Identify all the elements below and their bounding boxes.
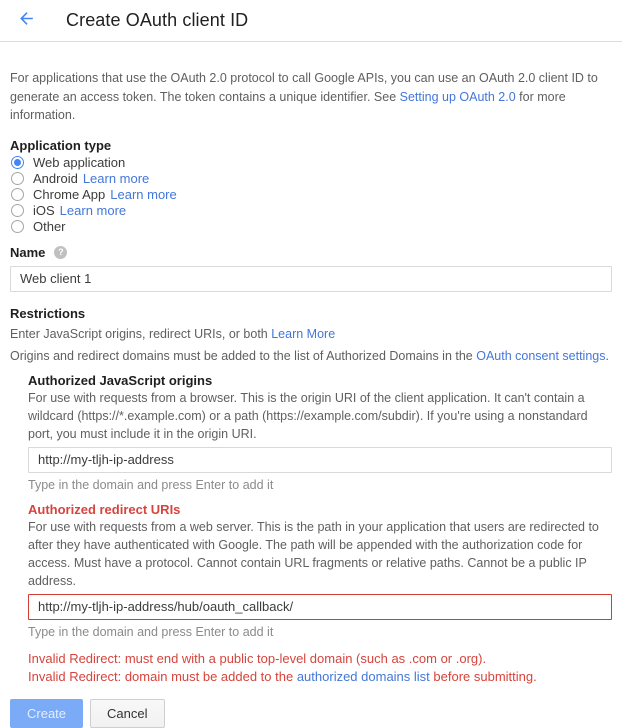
js-origins-title: Authorized JavaScript origins xyxy=(28,372,213,388)
form-actions xyxy=(10,699,612,728)
radio-unselected-icon[interactable] xyxy=(11,188,24,201)
error-text: Invalid Redirect: domain must be added to the xyxy=(28,668,297,684)
authorized-domains-list-link[interactable]: authorized domains list xyxy=(296,668,430,684)
radio-label: iOS xyxy=(33,203,55,218)
js-origins-helper: Type in the domain and press Enter to add it xyxy=(28,477,274,492)
form-content xyxy=(0,69,622,728)
application-type-section xyxy=(10,138,612,235)
error-message-authorized-domains xyxy=(28,668,612,686)
redirect-uris-description: For use with requests from a web server. This is the path in your application that users are redirected to after they have authenticated with Google. The path will be appended with the authorization code for access. Must have a protocol. Cannot contain URL fragments or relative paths. Cannot be a public IP address. xyxy=(28,519,599,588)
page-title: Create OAuth client ID xyxy=(66,10,249,30)
radio-label: Chrome App xyxy=(33,187,106,202)
error-text-after: before submitting. xyxy=(429,668,537,684)
restrictions-line1-text: Enter JavaScript origins, redirect URIs, or both xyxy=(10,326,272,341)
name-section xyxy=(10,244,612,292)
restrictions-learn-more-link[interactable]: Learn More xyxy=(271,326,336,341)
js-origins-description: For use with requests from a browser. This is the origin URI of the client application. It can't contain a wildcard (https://*.example.com) or a path (https://example.com/subdir). If you're using a nonstandard port, you must include it in the origin URI. xyxy=(28,390,588,441)
redirect-uris-section xyxy=(28,502,612,641)
name-input[interactable] xyxy=(10,266,612,292)
radio-unselected-icon[interactable] xyxy=(11,172,24,185)
radio-option-other[interactable] xyxy=(10,219,612,235)
restrictions-line1 xyxy=(10,325,612,343)
intro-text: For applications that use the OAuth 2.0 protocol to call Google APIs, you can use an OAuth 2.0 client ID to generate an access token. The token contains a unique identifier. See xyxy=(10,71,598,104)
js-origins-section xyxy=(28,373,612,494)
radio-label: Web application xyxy=(33,155,126,170)
back-button[interactable] xyxy=(16,11,36,31)
intro-text-after: for more information. xyxy=(10,89,566,122)
restrictions-title: Restrictions xyxy=(10,305,86,321)
oauth-consent-settings-link[interactable]: OAuth consent settings xyxy=(476,348,606,363)
redirect-uris-helper: Type in the domain and press Enter to add it xyxy=(28,624,274,639)
page-header xyxy=(0,0,622,42)
restrictions-line2 xyxy=(10,347,612,365)
learn-more-link[interactable]: Learn more xyxy=(59,203,127,218)
learn-more-link[interactable]: Learn more xyxy=(82,171,150,186)
radio-option-ios[interactable] xyxy=(10,203,612,219)
intro-paragraph xyxy=(10,69,606,125)
radio-label: Other xyxy=(33,219,66,234)
create-button[interactable]: Create xyxy=(10,699,83,728)
js-origins-input[interactable] xyxy=(28,447,612,473)
radio-option-chrome-app[interactable] xyxy=(10,187,612,203)
application-type-radio-group xyxy=(10,155,612,235)
application-type-label: Application type xyxy=(10,137,112,153)
radio-unselected-icon[interactable] xyxy=(11,204,24,217)
restrictions-line2-text: Origins and redirect domains must be added to the list of Authorized Domains in the xyxy=(10,348,477,363)
error-text: Invalid Redirect: must end with a public top-level domain (such as .com or .org). xyxy=(28,650,487,666)
restrictions-section xyxy=(10,306,612,686)
help-circle-icon[interactable]: ? xyxy=(54,246,67,259)
validation-errors xyxy=(28,650,612,686)
restrictions-line2-after: . xyxy=(605,348,609,363)
name-label: Name xyxy=(10,244,46,260)
radio-label: Android xyxy=(33,171,78,186)
cancel-button[interactable]: Cancel xyxy=(90,699,164,728)
redirect-uris-input[interactable] xyxy=(28,594,612,620)
setting-up-oauth-link[interactable]: Setting up OAuth 2.0 xyxy=(399,89,516,104)
error-message-tld xyxy=(28,650,612,668)
radio-unselected-icon[interactable] xyxy=(11,220,24,233)
redirect-uris-title: Authorized redirect URIs xyxy=(28,501,181,517)
radio-option-android[interactable] xyxy=(10,171,612,187)
arrow-left-icon xyxy=(17,9,36,33)
radio-option-web-application[interactable] xyxy=(10,155,612,171)
learn-more-link[interactable]: Learn more xyxy=(110,187,177,202)
radio-selected-icon[interactable] xyxy=(11,156,24,169)
